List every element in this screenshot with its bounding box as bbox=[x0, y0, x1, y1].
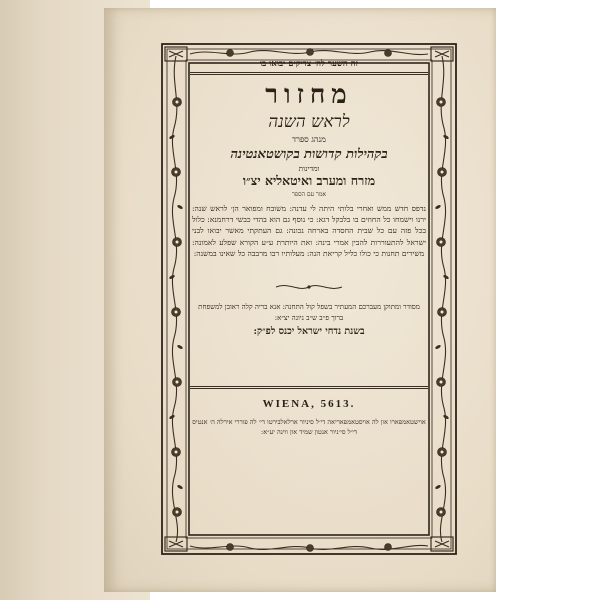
top-verse: זה השער לה׳ צדיקים יבואו בו bbox=[259, 59, 359, 69]
printer-line: אוישטאמפארו און לה אויסטאמפאריאה די׳ל סיניור ארלאלבירטו די׳ לה פוררי אירלה ה׳ אנטיס די׳ל סי׳ניור אנטון שמיד און ווינה יע״א: bbox=[192, 418, 426, 436]
communities-line: בקהילות קדושות בקושטאנטינה bbox=[230, 147, 388, 162]
description-paragraph: נדפס חדש ממש ואחרי בלותי היתה לי עדנה: משובח ומפואר הן׳ לראש שנה: ירנו וישמחו כל החוזים בו בלבקל דגא: כי נוסף גם הוא בהדי כבשי דרחמנא: כלול בכל פזה עם כל שבית החסדה בארחה נכונה: גם העתקתי מאשר יבואו לבני ישראל להתעוררות להבין אמרי בינה: ואת היותרת ע״ע הקורא שפלע לאמונה: משירים תחנות כי כולו כליל קריאת הנה: מעלותיו רבו מרבבה כל שאינו במשנה: bbox=[192, 204, 426, 258]
divider-rule bbox=[190, 388, 428, 389]
book-subtitle: לראש השנה bbox=[268, 112, 350, 132]
amar-line: אמר עם הספר bbox=[291, 191, 326, 198]
umedinot-line: ומדינות bbox=[298, 164, 320, 173]
print-note: מסודר ומתוקן מעברכם המעתיר בשפל קול התחנה: אנא בריה קלה ראובן למשפחת ברוך פ״ב ש״ב ניונה יצ״א: bbox=[198, 303, 420, 322]
title-page-text bbox=[190, 60, 428, 538]
divider-rule bbox=[190, 72, 428, 73]
ornament-divider-icon bbox=[274, 281, 344, 293]
year-line: בשנת נדחי ישראל יכנס לפ״ק: bbox=[253, 326, 365, 337]
divider-rule bbox=[190, 74, 428, 75]
book-title: מחזור bbox=[265, 80, 353, 110]
divider-rule bbox=[190, 386, 428, 387]
minhag-line: מנהג ספרד bbox=[292, 135, 326, 144]
regions-line: מזרח ומערב ואיטאליא יצ״ו bbox=[242, 173, 376, 188]
publication-place-year: WIENA, 5613. bbox=[262, 398, 356, 410]
